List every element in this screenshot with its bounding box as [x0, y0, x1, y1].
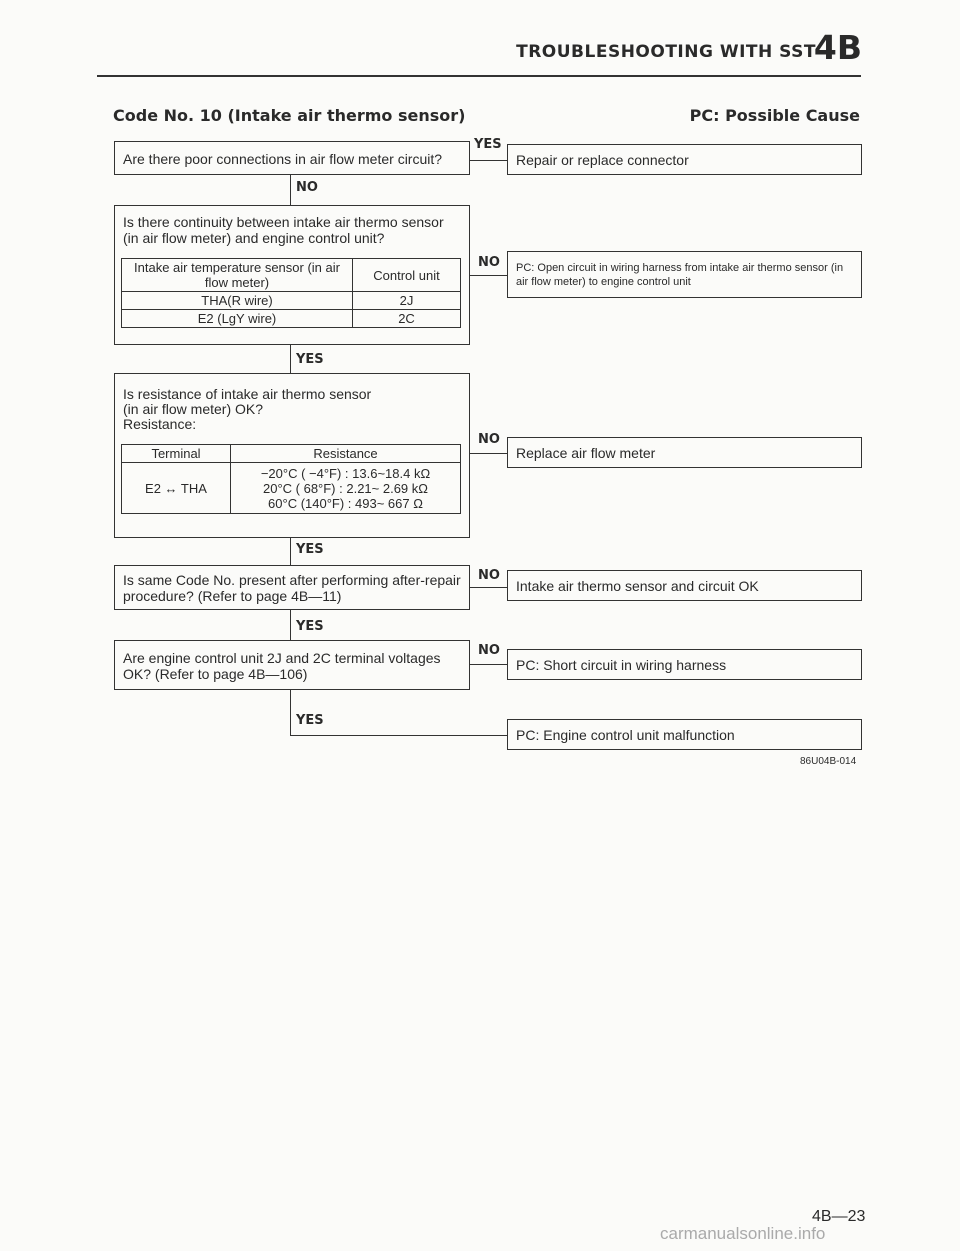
watermark: carmanualsonline.info	[660, 1224, 826, 1243]
continuity-header-sensor: Intake air temperature sensor (in air flow meter)	[122, 259, 353, 292]
resistance-table	[121, 444, 461, 514]
figure-id: 86U04B-014	[800, 756, 857, 767]
connector	[470, 664, 507, 665]
result-5-text: PC: Short circuit in wiring harness	[516, 657, 727, 673]
continuity-cell: E2 (LgY wire)	[122, 310, 353, 328]
connector	[290, 690, 291, 736]
step-3-box	[114, 373, 470, 538]
step-5-no-label: NO	[478, 643, 500, 658]
resistance-header-value: Resistance	[231, 445, 461, 463]
connector	[290, 175, 291, 205]
result-2-box	[507, 251, 862, 298]
result-3-text: Replace air flow meter	[516, 445, 656, 461]
continuity-table	[121, 258, 461, 328]
resistance-value: 20°C ( 68°F) : 2.21~ 2.69 kΩ	[262, 480, 428, 496]
result-6-box	[507, 719, 862, 750]
legend-possible-cause: PC: Possible Cause	[689, 106, 860, 125]
connector	[470, 275, 507, 276]
resistance-header-terminal: Terminal	[122, 445, 231, 463]
page-header-title: TROUBLESHOOTING WITH SST	[516, 42, 816, 62]
step-4-yes-label: YES	[296, 619, 324, 634]
result-2-text: PC: Open circuit in wiring harness from intake air thermo sensor (in air flow meter) to engine control unit	[516, 262, 844, 288]
step-5-box	[114, 640, 470, 690]
connector	[470, 587, 507, 588]
connector	[290, 735, 507, 736]
step-1-question: Are there poor connections in air flow meter circuit?	[123, 151, 443, 167]
header-divider	[97, 75, 861, 77]
result-4-box	[507, 570, 862, 601]
result-1-text: Repair or replace connector	[516, 152, 689, 168]
step-5-question: Are engine control unit 2J and 2C terminal voltages OK? (Refer to page 4B—106)	[123, 650, 441, 682]
step-4-question: Is same Code No. present after performing after-repair procedure? (Refer to page 4B—11)	[123, 572, 461, 604]
step-2-box	[114, 205, 470, 345]
section-code: 4B	[813, 28, 862, 67]
result-4-text: Intake air thermo sensor and circuit OK	[516, 578, 759, 594]
result-5-box	[507, 649, 862, 680]
result-6-text: PC: Engine control unit malfunction	[516, 727, 735, 743]
result-3-box	[507, 437, 862, 468]
step-1-yes-label: YES	[474, 137, 502, 152]
resistance-terminal: E2 ↔ THA	[122, 463, 231, 514]
continuity-header-control: Control unit	[353, 259, 461, 292]
step-5-yes-label: YES	[296, 713, 324, 728]
step-4-box	[114, 565, 470, 610]
step-2-no-label: NO	[478, 255, 500, 270]
continuity-cell: 2J	[353, 292, 461, 310]
resistance-value: 60°C (140°F) : 493~ 667 Ω	[268, 495, 423, 511]
connector	[470, 453, 507, 454]
step-2-question: Is there continuity between intake air thermo sensor (in air flow meter) and engine control unit?	[123, 214, 444, 246]
step-3-yes-label: YES	[296, 542, 324, 557]
continuity-cell: 2C	[353, 310, 461, 328]
step-3-line-2: (in air flow meter) OK?	[123, 401, 264, 417]
step-4-no-label: NO	[478, 568, 500, 583]
step-1-box	[114, 141, 470, 175]
step-1-no-label: NO	[296, 180, 318, 195]
continuity-cell: THA(R wire)	[122, 292, 353, 310]
connector	[290, 345, 291, 373]
procedure-title: Code No. 10 (Intake air thermo sensor)	[113, 106, 466, 125]
resistance-value: −20°C ( −4°F) : 13.6~18.4 kΩ	[260, 465, 431, 481]
step-3-no-label: NO	[478, 432, 500, 447]
step-2-yes-label: YES	[296, 352, 324, 367]
page-number: 4B—23	[812, 1208, 866, 1225]
connector	[470, 160, 507, 161]
step-3-line-1: Is resistance of intake air thermo sensor	[123, 386, 372, 402]
step-3-line-3: Resistance:	[123, 416, 197, 432]
connector	[290, 538, 291, 565]
connector	[290, 610, 291, 640]
result-1-box	[507, 144, 862, 175]
